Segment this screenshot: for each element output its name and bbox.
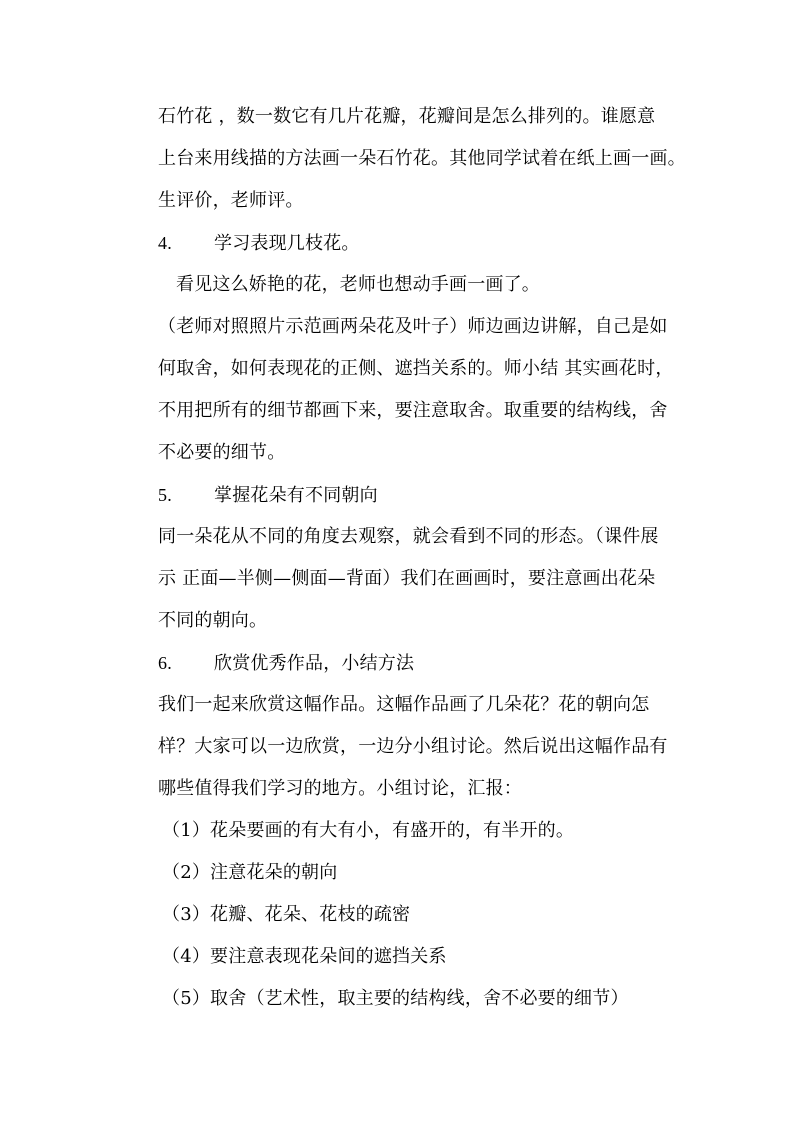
- paragraph-line: 不用把所有的细节都画下来，要注意取舍。取重要的结构线，舍: [158, 400, 668, 421]
- paragraph-line: 示 正面—半侧—侧面—背面）我们在画画时，要注意画出花朵: [158, 568, 656, 589]
- section-heading-6: [158, 652, 414, 675]
- paragraph-line: 不必要的细节。: [158, 442, 286, 463]
- section-heading-5: [158, 484, 378, 507]
- list-item: （4）要注意表现花朵间的遮挡关系: [162, 946, 447, 967]
- section-heading-4: [158, 232, 360, 255]
- paragraph-line: 哪些值得我们学习的地方。小组讨论，汇报：: [158, 778, 522, 799]
- section-title: 欣赏优秀作品，小结方法: [214, 653, 415, 674]
- paragraph-line: 何取舍，如何表现花的正侧、遮挡关系的。师小结 其实画花时，: [158, 358, 674, 379]
- paragraph-line: 不同的朝向。: [158, 610, 268, 631]
- section-title: 掌握花朵有不同朝向: [214, 485, 378, 506]
- list-item: （1）花朵要画的有大有小，有盛开的，有半开的。: [162, 820, 575, 841]
- section-number: 6.: [158, 653, 172, 673]
- section-title: 学习表现几枝花。: [214, 233, 360, 254]
- section-number: 5.: [158, 485, 172, 505]
- list-item: （2）注意花朵的朝向: [162, 862, 338, 883]
- paragraph-line: 样？大家可以一边欣赏，一边分小组讨论。然后说出这幅作品有: [158, 736, 668, 757]
- paragraph-line: 看见这么娇艳的花，老师也想动手画一画了。: [176, 274, 540, 295]
- paragraph-line: 同一朵花从不同的角度去观察，就会看到不同的形态。（课件展: [158, 526, 659, 547]
- paragraph-line: （老师对照照片示范画两朵花及叶子）师边画边讲解，自己是如: [158, 316, 668, 337]
- list-item: （3）花瓣、花朵、花枝的疏密: [162, 904, 411, 925]
- paragraph-line: 我们一起来欣赏这幅作品。这幅作品画了几朵花？花的朝向怎: [158, 694, 650, 715]
- list-item: （5）取舍（艺术性，取主要的结构线，舍不必要的细节）: [162, 988, 629, 1009]
- paragraph-line: 生评价，老师评。: [158, 190, 304, 211]
- paragraph-line: 上台来用线描的方法画一朵石竹花。其他同学试着在纸上画一画。: [158, 148, 686, 169]
- paragraph-line: 石竹花 ，数一数它有几片花瓣，花瓣间是怎么排列的。谁愿意: [158, 106, 656, 127]
- section-number: 4.: [158, 233, 172, 253]
